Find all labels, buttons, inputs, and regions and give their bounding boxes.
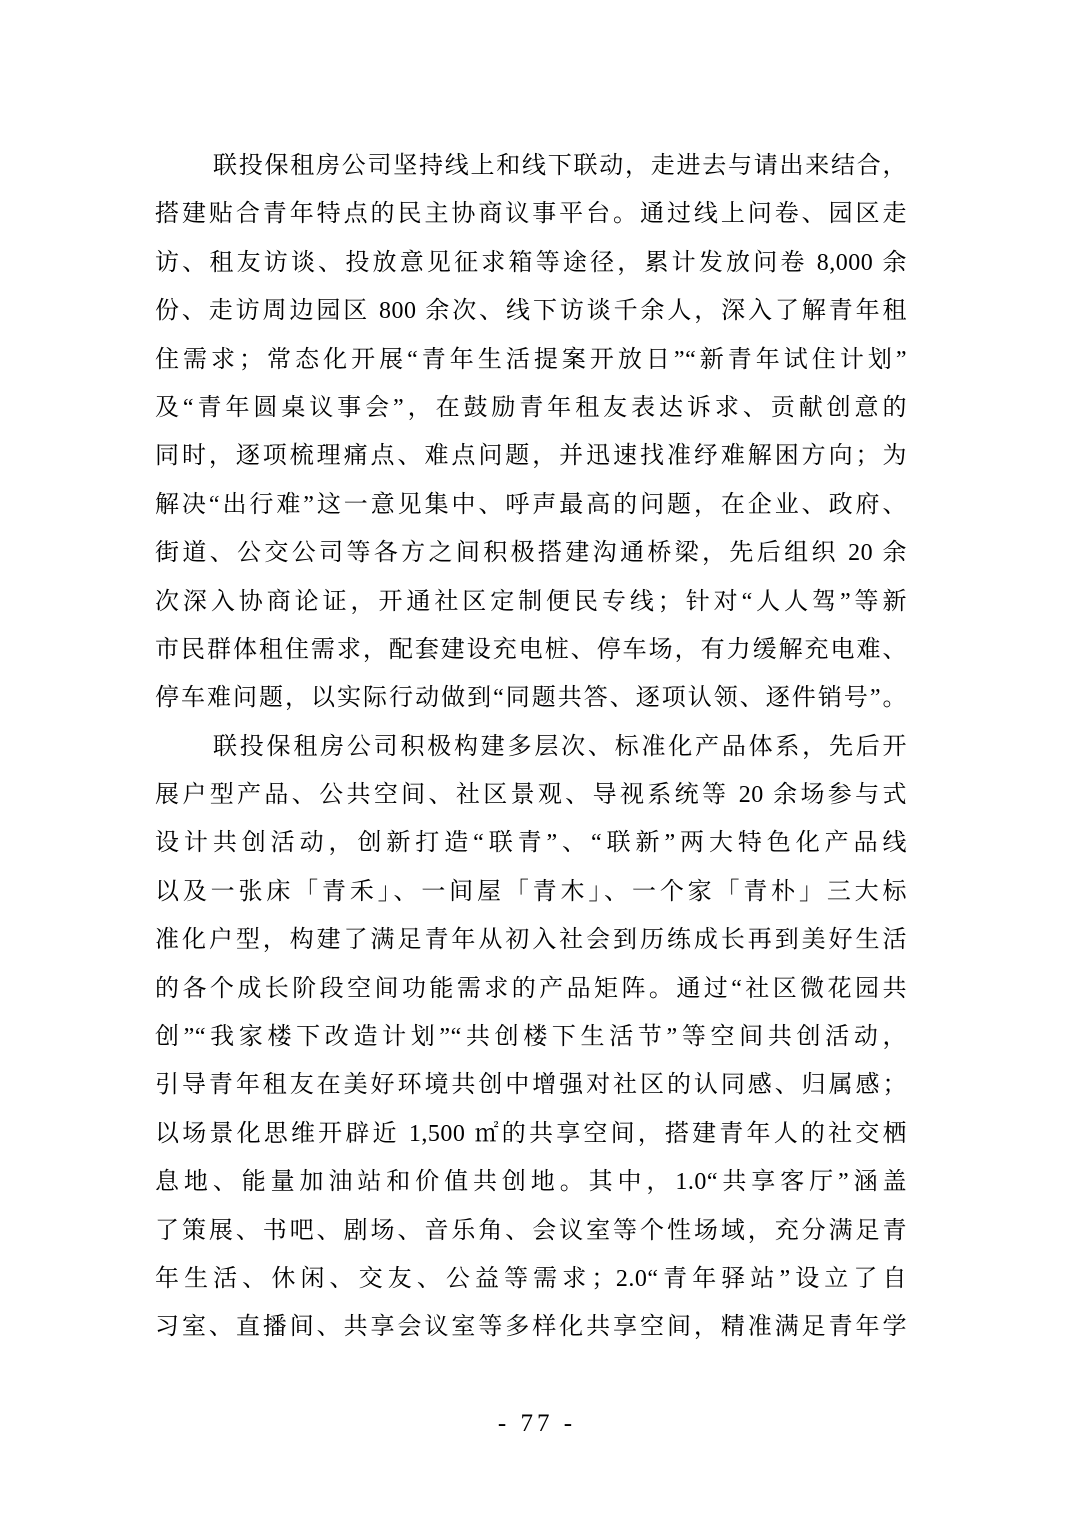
text-line: 准化户型，构建了满足青年从初入社会到历练成长再到美好生活 xyxy=(155,927,907,954)
page-number: - 77 - xyxy=(497,1410,577,1437)
text-line: 设计共创活动，创新打造“联青”、“联新”两大特色化产品线 xyxy=(155,830,907,857)
text-line: 停车难问题，以实际行动做到“同题共答、逐项认领、逐件销号”。 xyxy=(155,685,907,712)
document-body xyxy=(155,142,907,1352)
text-line: 联投保租房公司坚持线上和线下联动，走进去与请出来结合， xyxy=(213,153,907,179)
text-line: 街道、公交公司等各方之间积极搭建沟通桥梁，先后组织 20 余 xyxy=(155,540,907,567)
text-line: 解决“出行难”这一意见集中、呼声最高的问题，在企业、政府、 xyxy=(155,491,907,518)
text-line: 习室、直播间、共享会议室等多样化共享空间，精准满足青年学 xyxy=(155,1314,907,1341)
text-line: 的各个成长阶段空间功能需求的产品矩阵。通过“社区微花园共 xyxy=(155,975,907,1002)
paragraph-2 xyxy=(155,723,907,1352)
paragraph-1 xyxy=(155,142,907,723)
text-line: 息地、能量加油站和价值共创地。其中，1.0“共享客厅”涵盖 xyxy=(155,1169,907,1196)
text-line: 搭建贴合青年特点的民主协商议事平台。通过线上问卷、园区走 xyxy=(155,201,907,228)
text-line: 联投保租房公司积极构建多层次、标准化产品体系，先后开 xyxy=(213,733,907,760)
text-line: 创”“我家楼下改造计划”“共创楼下生活节”等空间共创活动， xyxy=(155,1024,907,1051)
text-line: 同时，逐项梳理痛点、难点问题，并迅速找准纾难解困方向；为 xyxy=(155,443,907,470)
text-line: 市民群体租住需求，配套建设充电桩、停车场，有力缓解充电难、 xyxy=(155,636,907,663)
text-line: 以及一张床「青禾」、一间屋「青木」、一个家「青朴」三大标 xyxy=(155,878,907,905)
text-line: 展户型产品、公共空间、社区景观、导视系统等 20 余场参与式 xyxy=(155,782,907,809)
text-line: 访、租友访谈、投放意见征求箱等途径，累计发放问卷 8,000 余 xyxy=(155,249,907,276)
text-line: 份、走访周边园区 800 余次、线下访谈千余人，深入了解青年租 xyxy=(155,298,907,325)
text-line: 住需求；常态化开展“青年生活提案开放日”“新青年试住计划” xyxy=(155,346,907,373)
text-line: 以场景化思维开辟近 1,500 ㎡的共享空间，搭建青年人的社交栖 xyxy=(155,1120,907,1147)
text-line: 及“青年圆桌议事会”，在鼓励青年租友表达诉求、贡献创意的 xyxy=(155,394,907,421)
text-line: 引导青年租友在美好环境共创中增强对社区的认同感、归属感； xyxy=(155,1072,907,1099)
text-line: 年生活、休闲、交友、公益等需求；2.0“青年驿站”设立了自 xyxy=(155,1265,907,1292)
text-line: 次深入协商论证，开通社区定制便民专线；针对“人人驾”等新 xyxy=(155,588,907,615)
text-line: 了策展、书吧、剧场、音乐角、会议室等个性场域，充分满足青 xyxy=(155,1217,907,1244)
